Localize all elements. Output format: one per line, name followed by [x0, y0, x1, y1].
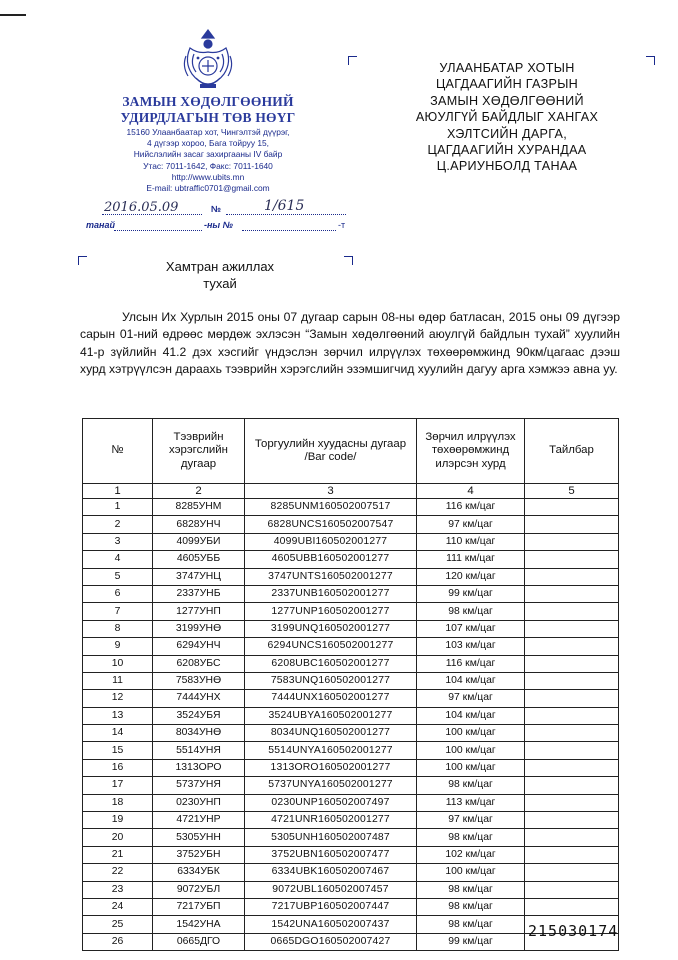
barcode-cell: 7217UBP160502007447: [245, 898, 417, 915]
plate-cell: 8285УНМ: [153, 499, 245, 516]
table-row: [83, 655, 619, 672]
plate-cell: 6294УНЧ: [153, 638, 245, 655]
note-cell: [525, 829, 619, 846]
plate-cell: 3524УБЯ: [153, 707, 245, 724]
subject-block: [140, 258, 300, 292]
barcode-cell: 3752UBN160502007477: [245, 846, 417, 863]
speed-cell: 110 км/цаг: [417, 533, 525, 550]
table-row: [83, 620, 619, 637]
row-number-cell: 11: [83, 672, 153, 689]
index-cell: 5: [525, 484, 619, 499]
table-row: [83, 672, 619, 689]
barcode-cell: 0230UNP160502007497: [245, 794, 417, 811]
speed-cell: 100 км/цаг: [417, 742, 525, 759]
page-corner-mark: [0, 14, 26, 16]
barcode-cell: 5514UNYA160502001277: [245, 742, 417, 759]
org-name-line1: ЗАМЫН ХӨДӨЛГӨӨНИЙ: [122, 94, 294, 109]
row-number-cell: 20: [83, 829, 153, 846]
note-cell: [525, 864, 619, 881]
barcode-cell: 6208UBC160502001277: [245, 655, 417, 672]
org-name-line2: УДИРДЛАГЫН ТӨВ НӨҮГ: [120, 110, 296, 125]
violations-table: [82, 418, 619, 951]
plate-cell: 4099УБИ: [153, 533, 245, 550]
row-number-cell: 15: [83, 742, 153, 759]
index-cell: 3: [245, 484, 417, 499]
row-number-cell: 16: [83, 759, 153, 776]
state-emblem-icon: [180, 28, 236, 92]
document-serial-number: 215030174: [528, 922, 619, 940]
speed-cell: 97 км/цаг: [417, 812, 525, 829]
barcode-cell: 4605UBB160502001277: [245, 551, 417, 568]
barcode-cell: 1313ORO160502001277: [245, 759, 417, 776]
plate-cell: 1313ОРО: [153, 759, 245, 776]
col-header-speed: Зөрчил илрүүлэх төхөөрөмжинд илэрсэн хурд: [417, 419, 525, 484]
addressee-line: Ц.АРИУНБОЛД ТАНАА: [436, 159, 578, 174]
subject-line1: Хамтран ажиллах: [165, 259, 275, 274]
table-row: [83, 638, 619, 655]
note-cell: [525, 655, 619, 672]
note-cell: [525, 603, 619, 620]
row-number-cell: 25: [83, 916, 153, 933]
speed-cell: 104 км/цаг: [417, 672, 525, 689]
row-number-cell: 8: [83, 620, 153, 637]
table-body: [83, 499, 619, 951]
row-number-cell: 19: [83, 812, 153, 829]
bracket-addr-right: [646, 56, 655, 65]
row-number-cell: 2: [83, 516, 153, 533]
organization-contact: [108, 127, 308, 194]
speed-cell: 99 км/цаг: [417, 585, 525, 602]
table-row: [83, 725, 619, 742]
row-number-cell: 12: [83, 690, 153, 707]
table-row: [83, 864, 619, 881]
barcode-cell: 0665DGO160502007427: [245, 933, 417, 950]
speed-cell: 104 км/цаг: [417, 707, 525, 724]
row-number-cell: 14: [83, 725, 153, 742]
plate-cell: 1542УНА: [153, 916, 245, 933]
speed-cell: 100 км/цаг: [417, 725, 525, 742]
barcode-cell: 6828UNCS160502007547: [245, 516, 417, 533]
handwritten-date: 2016.05.09: [104, 200, 179, 215]
date-line: [102, 214, 202, 215]
speed-cell: 116 км/цаг: [417, 499, 525, 516]
row-number-cell: 1: [83, 499, 153, 516]
speed-cell: 107 км/цаг: [417, 620, 525, 637]
handwritten-number: 1/615: [264, 198, 305, 214]
organization-name: [118, 94, 298, 126]
barcode-cell: 4721UNR160502001277: [245, 812, 417, 829]
speed-cell: 98 км/цаг: [417, 881, 525, 898]
plate-cell: 1277УНП: [153, 603, 245, 620]
note-cell: [525, 759, 619, 776]
row-number-cell: 7: [83, 603, 153, 620]
note-cell: [525, 638, 619, 655]
reference-block: [86, 200, 348, 236]
plate-cell: 3199УНӨ: [153, 620, 245, 637]
speed-cell: 98 км/цаг: [417, 829, 525, 846]
speed-cell: 98 км/цаг: [417, 916, 525, 933]
address-line1: 15160 Улаанбаатар хот, Чингэлтэй дүүрэг,: [126, 127, 290, 137]
speed-cell: 116 км/цаг: [417, 655, 525, 672]
table-row: [83, 499, 619, 516]
bracket-top-right: [344, 256, 353, 265]
table-row: [83, 516, 619, 533]
table-row: [83, 707, 619, 724]
row-number-cell: 22: [83, 864, 153, 881]
speed-cell: 98 км/цаг: [417, 777, 525, 794]
note-cell: [525, 707, 619, 724]
tanai-line: [114, 230, 202, 231]
speed-cell: 99 км/цаг: [417, 933, 525, 950]
barcode-cell: 3199UNQ160502001277: [245, 620, 417, 637]
table-row: [83, 690, 619, 707]
plate-cell: 0230УНП: [153, 794, 245, 811]
note-cell: [525, 742, 619, 759]
addressee-line: АЮУЛГҮЙ БАЙДЛЫГ ХАНГАХ: [415, 110, 599, 125]
row-number-cell: 5: [83, 568, 153, 585]
row-number-cell: 4: [83, 551, 153, 568]
plate-cell: 9072УБЛ: [153, 881, 245, 898]
barcode-cell: 2337UNB160502001277: [245, 585, 417, 602]
index-cell: 4: [417, 484, 525, 499]
table-row: [83, 533, 619, 550]
note-cell: [525, 499, 619, 516]
speed-cell: 97 км/цаг: [417, 516, 525, 533]
index-cell: 1: [83, 484, 153, 499]
row-number-cell: 26: [83, 933, 153, 950]
note-cell: [525, 881, 619, 898]
note-cell: [525, 777, 619, 794]
table-row: [83, 568, 619, 585]
plate-cell: 6334УБК: [153, 864, 245, 881]
plate-cell: 6208УБС: [153, 655, 245, 672]
table-row: [83, 777, 619, 794]
bracket-addr-left: [348, 56, 357, 65]
barcode-cell: 3747UNTS160502001277: [245, 568, 417, 585]
barcode-cell: 5305UNH160502007487: [245, 829, 417, 846]
note-cell: [525, 620, 619, 637]
tanai-label: танай: [86, 220, 115, 230]
barcode-cell: 9072UBL160502007457: [245, 881, 417, 898]
speed-cell: 111 км/цаг: [417, 551, 525, 568]
barcode-cell: 6334UBK160502007467: [245, 864, 417, 881]
website-link[interactable]: http://www.ubits.mn: [171, 171, 245, 182]
barcode-cell: 8285UNM160502007517: [245, 499, 417, 516]
speed-cell: 98 км/цаг: [417, 603, 525, 620]
speed-cell: 120 км/цаг: [417, 568, 525, 585]
addressee-line: УЛААНБАТАР ХОТЫН: [439, 61, 575, 75]
note-cell: [525, 516, 619, 533]
addressee-line: ЗАМЫН ХӨДӨЛГӨӨНИЙ: [430, 93, 584, 108]
barcode-cell: 4099UBI160502001277: [245, 533, 417, 550]
col-header-barcode: Торгуулийн хуудасны дугаар /Bar code/: [245, 419, 417, 484]
note-cell: [525, 794, 619, 811]
speed-cell: 100 км/цаг: [417, 759, 525, 776]
g-label: -т: [338, 220, 346, 230]
barcode-cell: 6294UNCS160502001277: [245, 638, 417, 655]
table-row: [83, 898, 619, 915]
table-row: [83, 812, 619, 829]
barcode-cell: 8034UNQ160502001277: [245, 725, 417, 742]
note-cell: [525, 585, 619, 602]
note-cell: [525, 725, 619, 742]
speed-cell: 103 км/цаг: [417, 638, 525, 655]
number-line: [226, 214, 346, 215]
email-line[interactable]: E-mail: ubtraffic0701@gmail.com: [146, 183, 270, 194]
plate-cell: 3747УНЦ: [153, 568, 245, 585]
note-cell: [525, 568, 619, 585]
index-cell: 2: [153, 484, 245, 499]
bracket-top-left: [78, 256, 87, 265]
phone-line: Утас: 7011-1642, Факс: 7011-1640: [143, 160, 273, 171]
row-number-cell: 3: [83, 533, 153, 550]
plate-cell: 5737УНЯ: [153, 777, 245, 794]
table-row: [83, 829, 619, 846]
plate-cell: 5514УНЯ: [153, 742, 245, 759]
note-cell: [525, 690, 619, 707]
niy-line: [242, 230, 336, 231]
col-header-note: Тайлбар: [525, 419, 619, 484]
body-paragraph: Улсын Их Хурлын 2015 оны 07 дугаар сарын 08-ны өдөр батласан, 2015 оны 09 дүгээр сарын 01-ний өдрөөс мөрдөж эхлэсэн “Замын хөдөлгөөний аюулгүй байдлын тухай” хуулийн 41-р зүйлийн 41.2 дэх хэсгийг үндэслэн зөрчил илрүүлэх төхөөрөмжинд 90км/цагаас дээш хурд хэтрүүлсэн дараахь тээврийн хэрэгслийн эзэмшигчид хуулийн дагуу арга хэмжээ авна уу.: [80, 310, 620, 377]
note-cell: [525, 672, 619, 689]
table-row: [83, 585, 619, 602]
row-number-cell: 21: [83, 846, 153, 863]
address-line2: 4 дүгээр хороо, Бага тойруу 15,: [146, 138, 270, 149]
niy-label: -ны №: [204, 220, 233, 230]
plate-cell: 4605УББ: [153, 551, 245, 568]
barcode-cell: 7583UNQ160502001277: [245, 672, 417, 689]
plate-cell: 7217УБП: [153, 898, 245, 915]
table-row: [83, 742, 619, 759]
barcode-cell: 3524UBYA160502001277: [245, 707, 417, 724]
plate-cell: 2337УНБ: [153, 585, 245, 602]
note-cell: [525, 533, 619, 550]
table-row: [83, 759, 619, 776]
barcode-cell: 1277UNP160502001277: [245, 603, 417, 620]
number-symbol: №: [211, 204, 222, 214]
table-row: [83, 551, 619, 568]
plate-cell: 7444УНХ: [153, 690, 245, 707]
address-line3: Нийслэлийн засаг захиргааны IV байр: [133, 149, 283, 160]
subject-line2: тухай: [203, 276, 237, 291]
plate-cell: 6828УНЧ: [153, 516, 245, 533]
plate-cell: 8034УНӨ: [153, 725, 245, 742]
addressee-line: ЦАГДААГИЙН ГАЗРЫН: [435, 77, 579, 92]
plate-cell: 4721УНР: [153, 812, 245, 829]
col-header-plate: Тээврийн хэрэгслийн дугаар: [153, 419, 245, 484]
table-row: [83, 794, 619, 811]
speed-cell: 98 км/цаг: [417, 898, 525, 915]
barcode-cell: 7444UNX160502001277: [245, 690, 417, 707]
row-number-cell: 24: [83, 898, 153, 915]
addressee-line: ЦАГДААГИЙН ХУРАНДАА: [427, 143, 587, 158]
plate-cell: 7583УНӨ: [153, 672, 245, 689]
speed-cell: 102 км/цаг: [417, 846, 525, 863]
table-row: [83, 846, 619, 863]
speed-cell: 97 км/цаг: [417, 690, 525, 707]
note-cell: [525, 846, 619, 863]
addressee-line: ХЭЛТСИЙН ДАРГА,: [446, 126, 568, 141]
plate-cell: 5305УНН: [153, 829, 245, 846]
table-row: [83, 881, 619, 898]
note-cell: [525, 812, 619, 829]
col-header-number: №: [83, 419, 153, 484]
row-number-cell: 13: [83, 707, 153, 724]
table-row: [83, 603, 619, 620]
barcode-cell: 5737UNYA160502001277: [245, 777, 417, 794]
row-number-cell: 6: [83, 585, 153, 602]
note-cell: [525, 898, 619, 915]
speed-cell: 100 км/цаг: [417, 864, 525, 881]
row-number-cell: 9: [83, 638, 153, 655]
row-number-cell: 18: [83, 794, 153, 811]
row-number-cell: 23: [83, 881, 153, 898]
plate-cell: 3752УБН: [153, 846, 245, 863]
barcode-cell: 1542UNA160502007437: [245, 916, 417, 933]
row-number-cell: 17: [83, 777, 153, 794]
note-cell: [525, 551, 619, 568]
addressee-block: [400, 60, 614, 175]
speed-cell: 113 км/цаг: [417, 794, 525, 811]
plate-cell: 0665ДГО: [153, 933, 245, 950]
row-number-cell: 10: [83, 655, 153, 672]
